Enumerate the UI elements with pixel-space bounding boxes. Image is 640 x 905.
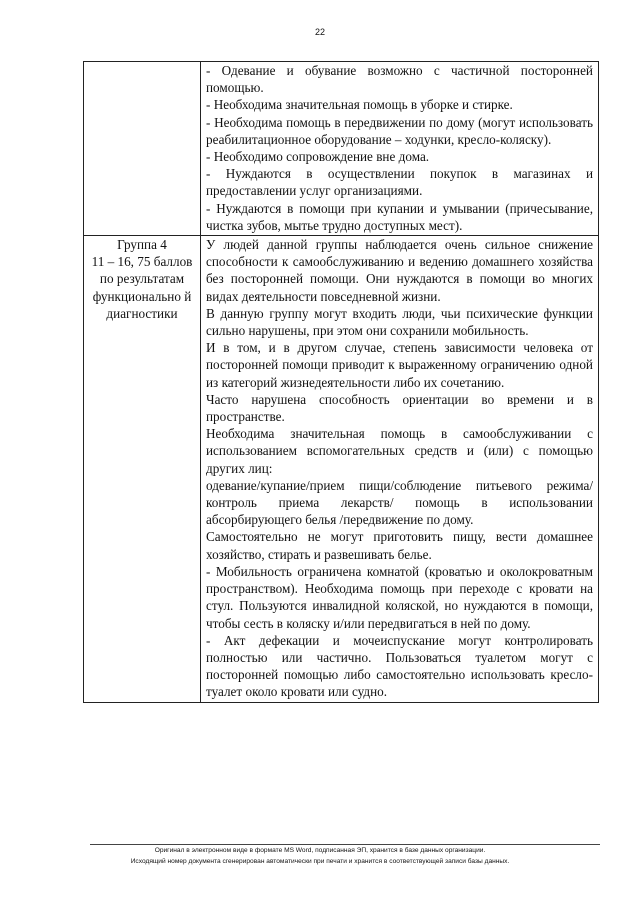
description-cell bbox=[201, 236, 599, 702]
footer-note: Исходящий номер документа сгенерирован автоматически при печати и хранится в соответствующей записи базы данных. bbox=[130, 858, 510, 865]
group-description-table bbox=[83, 61, 599, 703]
table-row bbox=[84, 62, 599, 236]
group-cell bbox=[84, 236, 201, 702]
description-paragraph: - Акт дефекации и мочеиспускание могут контролировать полностью или частично. Пользоваться туалетом могут с посторонней помощью либо самостоятельно использовать кресло-туалет около кровати или судно. bbox=[206, 632, 593, 700]
description-paragraph: - Нуждаются в помощи при купании и умывании (причесывание, чистка зубов, мытье трудно доступных мест). bbox=[206, 200, 593, 233]
group-cell-empty bbox=[84, 62, 201, 236]
description-paragraph: - Нуждаются в осуществлении покупок в магазинах и предоставлении услуг организациями. bbox=[206, 166, 593, 199]
table-row bbox=[84, 236, 599, 702]
description-paragraph: Часто нарушена способность ориентации во времени и в пространстве. bbox=[206, 391, 593, 425]
description-paragraph: - Одевание и обувание возможно с частичной посторонней помощью. bbox=[206, 63, 593, 96]
description-paragraph: Необходима значительная помощь в самообслуживании с использованием вспомогательных средств и (или) с помощью других лиц: bbox=[206, 426, 593, 476]
group-score: 11 – 16, 75 баллов по результатам функционально й диагностики bbox=[91, 254, 193, 321]
description-paragraph: У людей данной группы наблюдается очень сильное снижение способности к самообслуживанию и ведению домашнего хозяйства без посторонней помощи. Они нуждаются в помощи во многих видах деятельности повседневной жизни. bbox=[206, 237, 593, 304]
footer-divider bbox=[90, 844, 600, 845]
description-paragraph: - Необходима помощь в передвижении по дому (могут использовать реабилитационное оборудование – ходунки, кресло-коляску). bbox=[206, 114, 593, 147]
group-title: Группа 4 bbox=[117, 237, 167, 253]
page-number: 22 bbox=[314, 27, 325, 37]
description-cell bbox=[201, 62, 599, 236]
description-paragraph: В данную группу могут входить люди, чьи психические функции сильно нарушены, при этом они сохранили мобильность. bbox=[206, 305, 593, 339]
description-paragraph: Самостоятельно не могут приготовить пищу, вести домашнее хозяйство, стирать и развешивать белье. bbox=[206, 529, 593, 562]
description-paragraph: одевание/купание/прием пищи/соблюдение питьевого режима/ контроль приема лекарств/ помощь в использовании абсорбирующего белья /передвижение по дому. bbox=[206, 477, 593, 528]
description-paragraph: - Необходима значительная помощь в уборке и стирке. bbox=[206, 97, 513, 113]
description-paragraph: - Мобильность ограничена комнатой (кроватью и околокроватным пространством). Необходима помощь при переходе с кровати на стул. Пользуются инвалидной коляской, но нуждаются в помощи, чтобы сесть в коляску и/или передвигаться в ней по дому. bbox=[206, 563, 593, 631]
description-paragraph: - Необходимо сопровождение вне дома. bbox=[206, 149, 430, 165]
footer-note: Оригинал в электронном виде в формате MS Word, подписанная ЭП, хранится в базе данных организации. bbox=[154, 847, 486, 854]
description-paragraph: И в том, и в другом случае, степень зависимости человека от посторонней помощи приводит к выраженному ограничению одной из категорий жизнедеятельности либо их сочетанию. bbox=[206, 340, 593, 390]
